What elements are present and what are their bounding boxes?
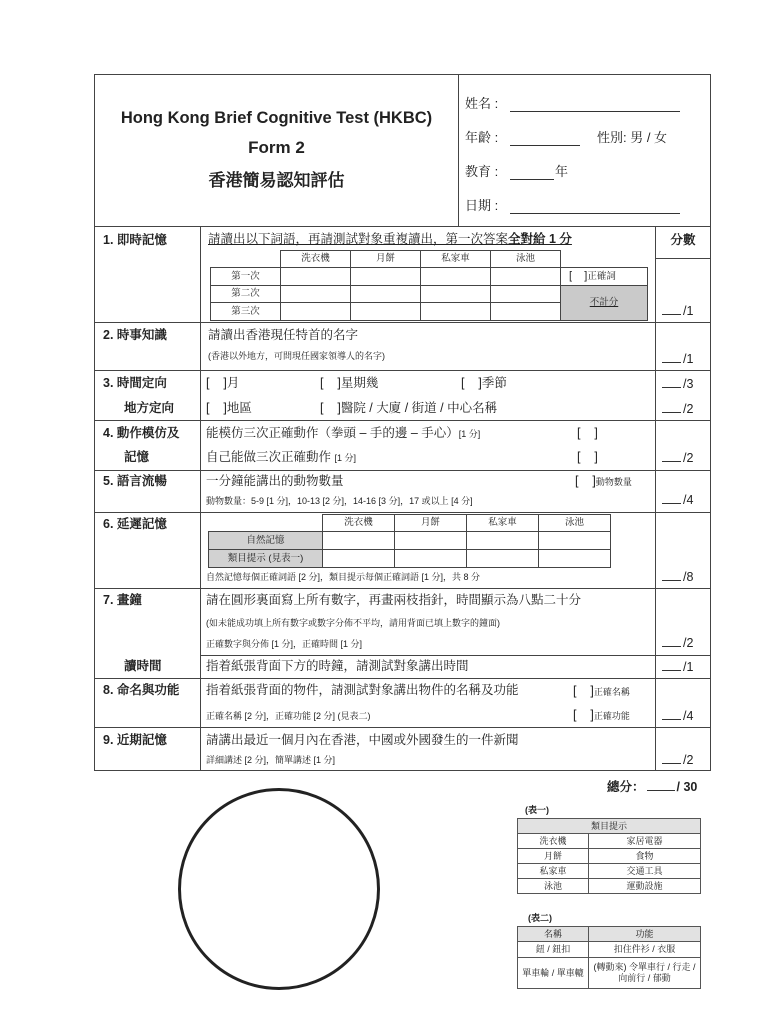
table1-caption: (表一)	[525, 805, 549, 815]
q7-read-instruction: 指着紙張背面下方的時鐘，請測試對象講出時間	[206, 659, 469, 673]
q7-scoring: 正確數字與分佈 [1 分]，正確時間 [1 分]	[206, 639, 363, 649]
q1-max: /1	[683, 304, 694, 318]
row-rule	[94, 420, 711, 421]
q2-max: /1	[683, 352, 694, 366]
row-rule	[200, 655, 711, 656]
q1-trial-label: 第一次	[211, 268, 281, 286]
q6-cell	[323, 532, 395, 550]
age-field	[510, 145, 580, 146]
q8-correct-function	[573, 708, 630, 723]
q4-line1-points: [1 分]	[458, 429, 481, 439]
q7-label: 7. 畫鐘	[103, 593, 142, 607]
total-label: 總分：	[607, 780, 645, 794]
score-blank	[662, 377, 681, 388]
q6-max: /8	[683, 570, 694, 584]
q7-read-label: 讀時間	[124, 659, 162, 673]
q1-trial-label: 第三次	[211, 303, 281, 321]
title-english: Hong Kong Brief Cognitive Test (HKBC)	[120, 109, 433, 127]
checkbox-bracket: [ ]	[573, 684, 594, 698]
q3-label-place: 地方定向	[124, 401, 175, 415]
q1-cell	[491, 268, 561, 286]
table2-header-function: 功能	[589, 927, 701, 942]
q1-instruction	[208, 232, 572, 247]
table-corner	[211, 251, 281, 268]
row-rule	[94, 322, 711, 323]
q7-score	[662, 636, 693, 651]
q2-note: (香港以外地方，可問現任國家領導人的名字)	[208, 351, 385, 361]
q8-correct-name	[573, 684, 630, 699]
row-rule	[94, 512, 711, 513]
table2-object: 單車輪 / 單車轆	[518, 958, 589, 989]
q5-animal-count	[575, 474, 632, 489]
q1-label: 1. 即時記憶	[103, 233, 167, 247]
q1-score	[662, 304, 693, 319]
q1-cell	[421, 286, 491, 303]
header-divider	[458, 74, 459, 226]
table2-naming-function	[517, 926, 701, 989]
table1-category: 交通工具	[589, 864, 701, 879]
q1-cell	[351, 286, 421, 303]
table-corner	[561, 251, 648, 268]
q7-max: /2	[683, 636, 694, 650]
q3-label-time: 3. 時間定向	[103, 376, 167, 390]
q1-recall-table	[210, 250, 648, 321]
q9-max: /2	[683, 753, 694, 767]
table2-function: (轉動來) 令單車行 / 行走 / 向前行 / 郁動	[589, 958, 701, 989]
q4-score	[662, 451, 693, 466]
q1-cell	[281, 268, 351, 286]
q4-line2-points: [1 分]	[334, 453, 357, 463]
table2-caption: (表二)	[528, 913, 552, 923]
q5-bracket-label: 動物數量	[595, 477, 632, 487]
q6-score	[662, 570, 693, 585]
q1-word: 私家車	[421, 251, 491, 268]
row-rule	[94, 470, 711, 471]
row-rule	[94, 370, 711, 371]
q3-max-place: /2	[683, 402, 694, 416]
q3-time-score	[662, 377, 693, 392]
q4-label-cont: 記憶	[124, 450, 150, 464]
table1-category: 食物	[589, 849, 701, 864]
q9-instruction: 請講出最近一個月內在香港，中國或外國發生的一件新聞	[206, 733, 519, 747]
q4-line1-text: 能模仿三次正確動作（拳頭 – 手的邊 – 手心）	[206, 426, 459, 440]
score-blank	[662, 753, 681, 764]
q1-correct-words	[561, 268, 648, 286]
q1-trial-label: 第二次	[211, 286, 281, 303]
q6-cell	[395, 532, 467, 550]
q3-place-score	[662, 402, 693, 417]
q6-note: 自然記憶每個正確詞語 [2 分]，類目提示每個正確詞語 [1 分]，共 8 分	[206, 572, 481, 582]
q6-cell	[323, 550, 395, 568]
column-rule	[200, 226, 201, 771]
gender-label: 性別: 男 / 女	[597, 130, 668, 145]
q6-word: 洗衣機	[323, 515, 395, 532]
q1-cell	[491, 286, 561, 303]
q1-word: 洗衣機	[281, 251, 351, 268]
q5-label: 5. 語言流暢	[103, 474, 167, 488]
q7-read-max: /1	[683, 660, 694, 674]
q7-instruction: 請在圓形裏面寫上所有數字，再畫兩枝指針，時間顯示為八點二十分	[206, 593, 582, 607]
table1-word: 私家車	[518, 864, 589, 879]
q8-label: 8. 命名與功能	[103, 683, 180, 697]
q7-read-score	[662, 660, 693, 675]
total-score	[607, 780, 697, 795]
table2-object: 鈕 / 鈕扣	[518, 942, 589, 958]
q4-max: /2	[683, 451, 694, 465]
q1-word: 泳池	[491, 251, 561, 268]
q4-line1	[206, 426, 480, 441]
age-label: 年齡 :	[465, 130, 499, 145]
q3-place-name: [ ]醫院 / 大廈 / 街道 / 中心名稱	[320, 401, 498, 415]
q5-instruction: 一分鐘能講出的動物數量	[206, 474, 344, 488]
q9-scoring: 詳細講述 [2 分]，簡單講述 [1 分]	[206, 755, 336, 765]
table1-word: 泳池	[518, 879, 589, 894]
q2-instruction: 請讀出香港現任特首的名字	[208, 328, 359, 342]
table1-category: 家居電器	[589, 834, 701, 849]
name-field	[510, 111, 680, 112]
checkbox-bracket: [ ]	[577, 426, 598, 440]
table2-function: 扣住件衫 / 衣服	[589, 942, 701, 958]
score-blank	[662, 493, 681, 504]
q5-score	[662, 493, 693, 508]
q5-note: 動物數量：5-9 [1 分]，10-13 [2 分]，14-16 [3 分]，17 或以上 [4 分]	[206, 496, 473, 506]
q1-cell	[421, 268, 491, 286]
q3-month: [ ]月	[206, 376, 240, 390]
q1-instruction-bold: 全對給 1 分	[508, 232, 572, 246]
q9-label: 9. 近期記憶	[103, 733, 167, 747]
score-header-rule	[655, 258, 711, 259]
q1-cell	[351, 268, 421, 286]
date-field	[510, 213, 680, 214]
row-rule	[94, 226, 711, 227]
q8-score	[662, 709, 693, 724]
table2-header-name: 名稱	[518, 927, 589, 942]
q8-max: /4	[683, 709, 694, 723]
q7-note: (如未能成功填上所有數字或數字分佈不平均，請用背面已填上數字的鐘面)	[206, 618, 500, 628]
title-chinese: 香港簡易認知評估	[208, 171, 345, 190]
q1-cell	[281, 303, 351, 321]
q9-score	[662, 753, 693, 768]
score-blank	[662, 352, 681, 363]
date-label: 日期 :	[465, 198, 499, 213]
table1-header: 類目提示	[518, 819, 701, 834]
q6-label: 6. 延遲記憶	[103, 517, 167, 531]
score-blank	[662, 402, 681, 413]
row-rule	[94, 727, 711, 728]
q8-instruction: 指着紙張背面的物件，請測試對象講出物件的名稱及功能	[206, 683, 519, 697]
score-blank	[662, 570, 681, 581]
q1-instruction-text: 請讀出以下詞語，再請測試對象重複讀出，第一次答案	[208, 232, 509, 246]
total-max: / 30	[676, 780, 698, 794]
q2-label: 2. 時事知識	[103, 328, 167, 342]
checkbox-bracket: [ ]	[569, 270, 588, 282]
q1-cell	[491, 303, 561, 321]
table1-word: 洗衣機	[518, 834, 589, 849]
q1-cell	[351, 303, 421, 321]
q1-correct-label: 正確詞	[587, 271, 616, 282]
q8-scoring: 正確名稱 [2 分]，正確功能 [2 分] (見表二)	[206, 711, 371, 721]
q3-max-time: /3	[683, 377, 694, 391]
q6-cell	[539, 550, 611, 568]
row-rule	[94, 678, 711, 679]
q1-not-scored-text: 不計分	[589, 297, 619, 308]
q4-label: 4. 動作模仿及	[103, 426, 180, 440]
table-corner	[209, 515, 323, 532]
q6-cell	[395, 550, 467, 568]
q8-function-label: 正確功能	[593, 711, 630, 721]
table1-category: 運動設施	[589, 879, 701, 894]
score-blank	[662, 636, 681, 647]
q6-row-label: 類目提示 (見表一)	[209, 550, 323, 568]
q4-line2-text: 自己能做三次正確動作	[206, 450, 332, 464]
q4-line2	[206, 450, 356, 465]
clock-circle	[178, 788, 380, 990]
q6-word: 月餅	[395, 515, 467, 532]
q1-not-scored	[561, 286, 648, 321]
form-number: Form 2	[248, 138, 305, 157]
q3-weekday: [ ]星期幾	[320, 376, 379, 390]
q6-row-label: 自然記憶	[209, 532, 323, 550]
name-label: 姓名 :	[465, 96, 499, 111]
q8-name-label: 正確名稱	[593, 687, 630, 697]
checkbox-bracket: [ ]	[573, 708, 594, 722]
q6-word: 泳池	[539, 515, 611, 532]
q6-word: 私家車	[467, 515, 539, 532]
score-blank	[662, 304, 681, 315]
q1-cell	[421, 303, 491, 321]
row-rule	[94, 588, 711, 589]
score-blank	[662, 660, 681, 671]
q2-score	[662, 352, 693, 367]
checkbox-bracket: [ ]	[577, 450, 598, 464]
education-label: 教育 :	[465, 164, 499, 179]
q3-season: [ ]季節	[461, 376, 507, 390]
q6-cell	[467, 550, 539, 568]
score-header: 分數	[670, 233, 696, 247]
score-blank	[662, 709, 681, 720]
score-blank	[662, 451, 681, 462]
table1-word: 月餅	[518, 849, 589, 864]
q1-word: 月餅	[351, 251, 421, 268]
q1-cell	[281, 286, 351, 303]
table1-category-cues	[517, 818, 701, 894]
q6-cell	[467, 532, 539, 550]
education-field	[510, 179, 554, 180]
q6-cell	[539, 532, 611, 550]
q5-max: /4	[683, 493, 694, 507]
q3-district: [ ]地區	[206, 401, 252, 415]
education-unit: 年	[555, 164, 569, 179]
score-blank	[647, 780, 675, 791]
checkbox-bracket: [ ]	[575, 474, 596, 488]
column-rule	[655, 226, 656, 771]
q6-recall-table	[208, 514, 611, 568]
